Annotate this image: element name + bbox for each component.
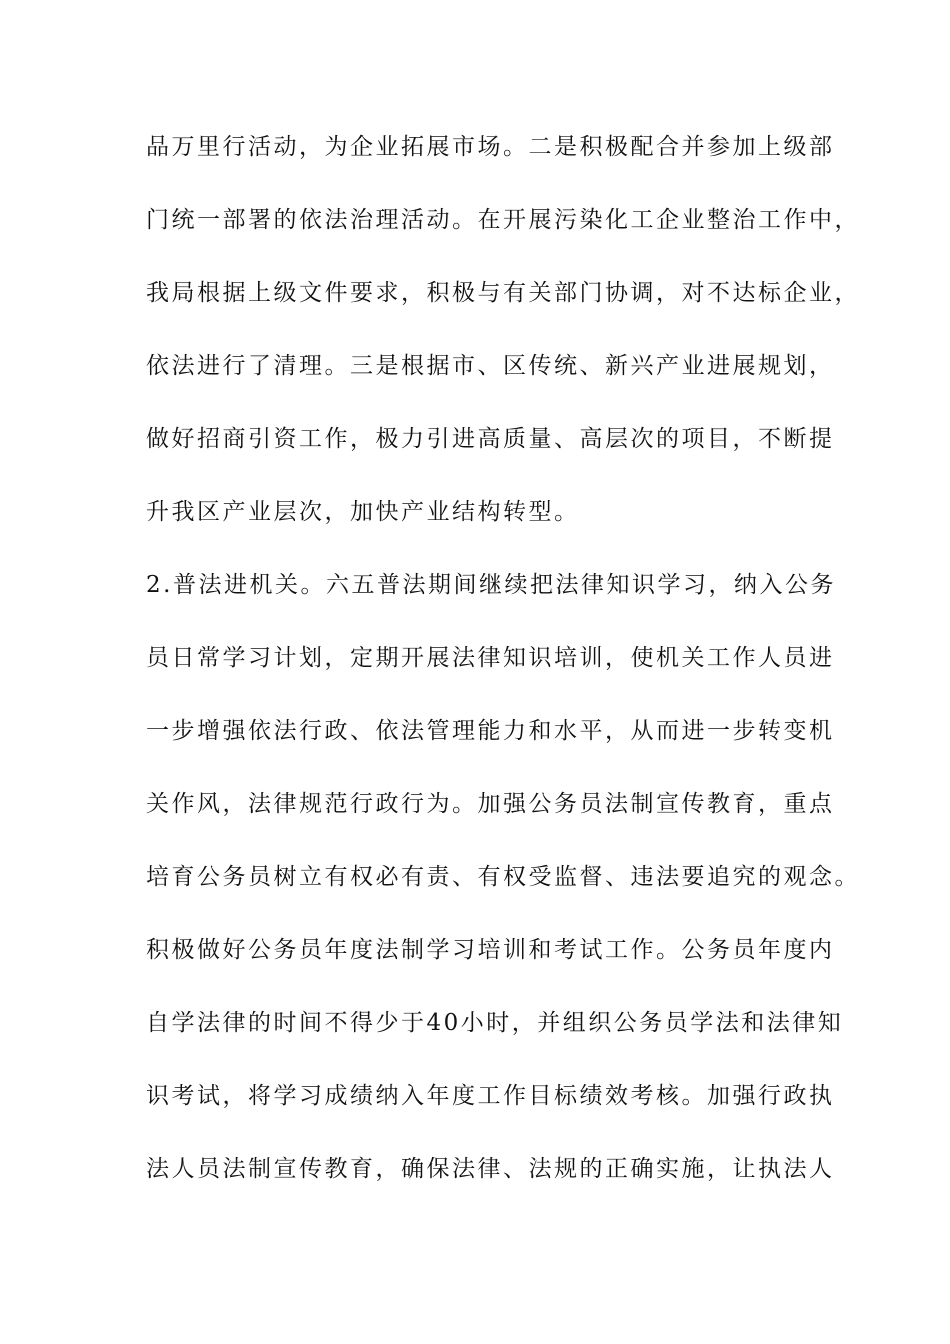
text-line: 关作风，法律规范行政行为。加强公务员法制宣传教育，重点 [146, 791, 835, 817]
text-line: 一步增强依法行政、依法管理能力和水平，从而进一步转变机 [146, 718, 835, 744]
text-line: 识考试，将学习成绩纳入年度工作目标绩效考核。加强行政执 [146, 1083, 835, 1109]
text-line: 自学法律的时间不得少于40小时，并组织公务员学法和法律知 [146, 1010, 844, 1036]
text-line: 我局根据上级文件要求，积极与有关部门协调，对不达标企业， [146, 280, 860, 306]
text-line: 培育公务员树立有权必有责、有权受监督、违法要追究的观念。 [146, 864, 860, 890]
text-line: 积极做好公务员年度法制学习培训和考试工作。公务员年度内 [146, 937, 835, 963]
text-line: 法人员法制宣传教育，确保法律、法规的正确实施，让执法人 [146, 1156, 835, 1182]
text-line: 升我区产业层次，加快产业结构转型。 [146, 499, 580, 525]
text-line: 品万里行活动，为企业拓展市场。二是积极配合并参加上级部 [146, 134, 835, 160]
text-line: 2.普法进机关。六五普法期间继续把法律知识学习，纳入公务 [146, 572, 836, 598]
text-line: 门统一部署的依法治理活动。在开展污染化工企业整治工作中， [146, 207, 860, 233]
text-line: 依法进行了清理。三是根据市、区传统、新兴产业进展规划， [146, 353, 835, 379]
body-text [146, 132, 860, 1227]
text-line: 员日常学习计划，定期开展法律知识培训，使机关工作人员进 [146, 645, 835, 671]
text-line: 做好招商引资工作，极力引进高质量、高层次的项目，不断提 [146, 426, 835, 452]
